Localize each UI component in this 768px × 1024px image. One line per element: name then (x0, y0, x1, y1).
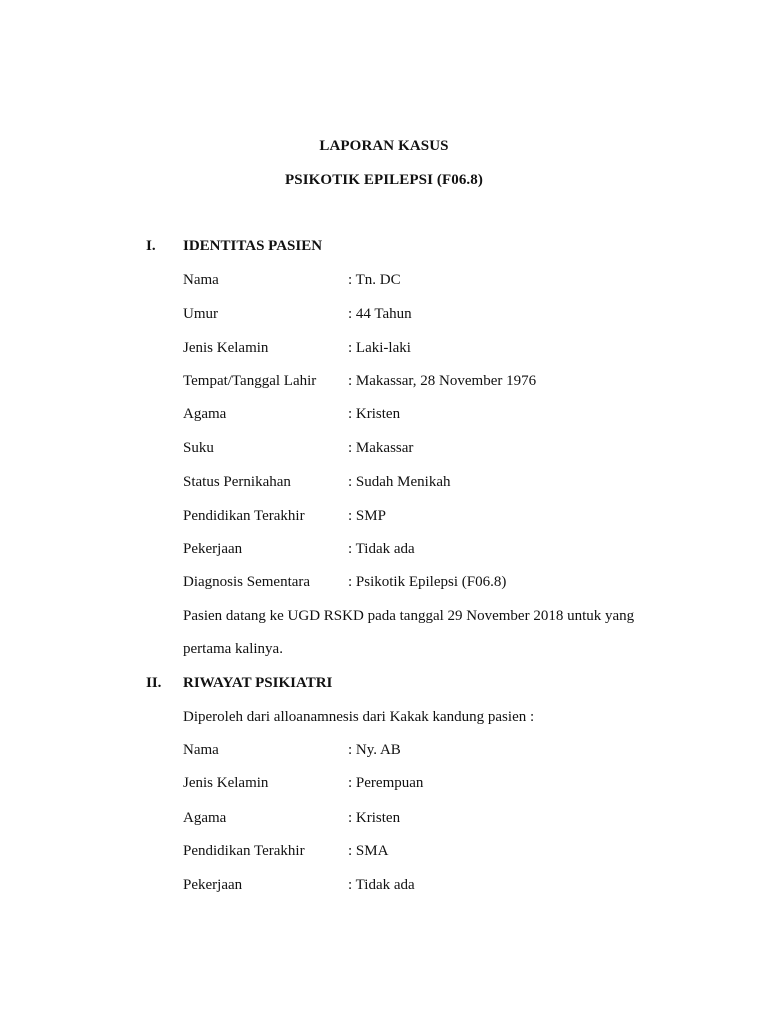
section-2-number: II. (146, 675, 162, 691)
field-row-suku (183, 440, 703, 460)
field-label: Pendidikan Terakhir (183, 843, 305, 859)
field-row-nama (183, 272, 703, 292)
field-row-jenis-kelamin (183, 340, 703, 360)
field-label: Diagnosis Sementara (183, 574, 311, 590)
field-label: Tempat/Tanggal Lahir (183, 373, 317, 389)
field-value: : Ny. AB (348, 742, 401, 758)
field-value: : Kristen (348, 406, 401, 422)
informant-row-pendidikan-terakhir (183, 843, 703, 863)
field-value: : 44 Tahun (348, 306, 412, 322)
report-title: LAPORAN KASUS (319, 138, 449, 154)
field-label: Suku (183, 440, 214, 456)
field-value: : Tn. DC (348, 272, 401, 288)
report-subtitle: PSIKOTIK EPILEPSI (F06.8) (285, 172, 483, 188)
field-label: Pekerjaan (183, 541, 243, 557)
field-value: : Sudah Menikah (348, 474, 451, 490)
field-label: Status Pernikahan (183, 474, 291, 490)
informant-row-pekerjaan (183, 877, 703, 897)
field-value: : Psikotik Epilepsi (F06.8) (348, 574, 507, 590)
field-value: : Kristen (348, 810, 401, 826)
field-row-tempat-tanggal-lahir (183, 373, 703, 393)
field-row-umur (183, 306, 703, 326)
alloanamnesis-intro: Diperoleh dari alloanamnesis dari Kakak kandung pasien : (183, 709, 535, 725)
field-value: : Perempuan (348, 775, 424, 791)
informant-row-agama (183, 810, 703, 830)
field-label: Pekerjaan (183, 877, 243, 893)
field-label: Umur (183, 306, 218, 322)
field-value: : SMA (348, 843, 389, 859)
field-value: : Makassar (348, 440, 414, 456)
field-value: : Makassar, 28 November 1976 (348, 373, 537, 389)
field-label: Nama (183, 272, 219, 288)
field-value: : SMP (348, 508, 386, 524)
informant-row-jenis-kelamin (183, 775, 703, 795)
field-value: : Tidak ada (348, 877, 415, 893)
field-label: Jenis Kelamin (183, 340, 269, 356)
field-row-pekerjaan (183, 541, 703, 561)
field-row-pendidikan-terakhir (183, 508, 703, 528)
informant-row-nama (183, 742, 703, 762)
field-value: : Tidak ada (348, 541, 415, 557)
field-row-agama (183, 406, 703, 426)
section-1-heading: IDENTITAS PASIEN (183, 238, 323, 254)
admission-paragraph-line-1: Pasien datang ke UGD RSKD pada tanggal 29 November 2018 untuk yang (183, 608, 635, 624)
admission-paragraph-line-2: pertama kalinya. (183, 641, 283, 657)
field-label: Agama (183, 406, 227, 422)
section-2-heading: RIWAYAT PSIKIATRI (183, 675, 333, 691)
section-1-number: I. (146, 238, 156, 254)
field-row-status-pernikahan (183, 474, 703, 494)
field-label: Nama (183, 742, 219, 758)
field-label: Pendidikan Terakhir (183, 508, 305, 524)
field-label: Jenis Kelamin (183, 775, 269, 791)
field-value: : Laki-laki (348, 340, 411, 356)
field-row-diagnosis-sementara (183, 574, 703, 594)
field-label: Agama (183, 810, 227, 826)
